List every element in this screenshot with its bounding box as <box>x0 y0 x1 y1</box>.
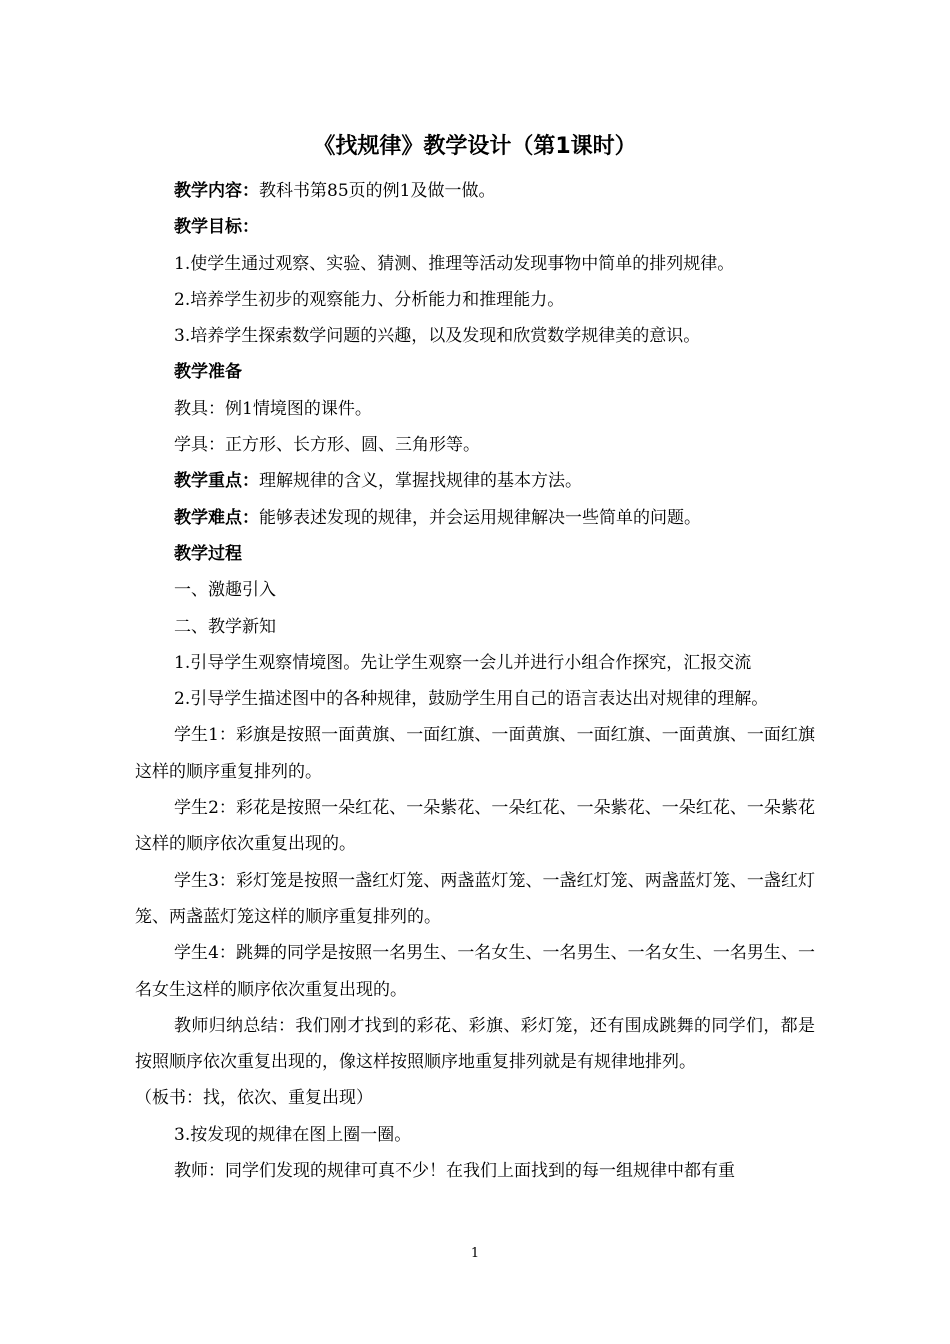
student-tools: 学具：正方形、长方形、圆、三角形等。 <box>174 435 480 456</box>
difficulty <box>135 500 815 536</box>
process-step-3: 3.按发现的规律在图上圈一圈。 <box>174 1124 412 1145</box>
student-1-paragraph: 学生1：彩旗是按照一面黄旗、一面红旗、一面黄旗、一面红旗、一面黄旗、一面红旗这样的顺序重复排列的。 <box>135 725 815 782</box>
student-3-paragraph: 学生3：彩灯笼是按照一盏红灯笼、两盏蓝灯笼、一盏红灯笼、两盏蓝灯笼、一盏红灯笼、两盏蓝灯笼这样的顺序重复排列的。 <box>135 870 815 927</box>
page-number: 1 <box>470 1246 480 1261</box>
student-4-paragraph: 学生4：跳舞的同学是按照一名男生、一名女生、一名男生、一名女生、一名男生、一名女生这样的顺序依次重复出现的。 <box>135 943 815 1000</box>
process-section-1: 一、激趣引入 <box>174 580 276 601</box>
difficulty-text: 能够表述发现的规律，并会运用规律解决一些简单的问题。 <box>259 507 701 528</box>
objective-item-2: 2.培养学生初步的观察能力、分析能力和推理能力。 <box>174 289 565 310</box>
key-point <box>135 463 815 499</box>
process-section-2: 二、教学新知 <box>174 616 276 637</box>
objectives-heading: 教学目标： <box>174 217 259 238</box>
key-point-text: 理解规律的含义，掌握找规律的基本方法。 <box>259 471 582 492</box>
teaching-content <box>135 173 815 209</box>
teaching-content-label: 教学内容： <box>174 181 259 201</box>
teacher-tools: 教具：例1情境图的课件。 <box>174 398 372 419</box>
teaching-content-text: 教科书第85页的例1及做一做。 <box>259 181 496 201</box>
process-heading: 教学过程 <box>174 543 242 564</box>
key-point-label: 教学重点： <box>174 471 259 492</box>
process-step-1: 1.引导学生观察情境图。先让学生观察一会儿并进行小组合作探究，汇报交流 <box>174 652 752 673</box>
document-title: 《找规律》教学设计（第1课时） <box>313 134 637 159</box>
student-2-paragraph: 学生2：彩花是按照一朵红花、一朵紫花、一朵红花、一朵紫花、一朵红花、一朵紫花这样的顺序依次重复出现的。 <box>135 798 815 855</box>
process-step-2: 2.引导学生描述图中的各种规律，鼓励学生用自己的语言表达出对规律的理解。 <box>174 689 769 710</box>
objective-item-1: 1.使学生通过观察、实验、猜测、推理等活动发现事物中简单的排列规律。 <box>174 253 735 274</box>
teacher-paragraph: 教师：同学们发现的规律可真不少！在我们上面找到的每一组规律中都有重 <box>174 1161 735 1182</box>
objective-item-3: 3.培养学生探索数学问题的兴趣，以及发现和欣赏数学规律美的意识。 <box>174 326 701 347</box>
preparation-heading: 教学准备 <box>174 362 242 383</box>
difficulty-label: 教学难点： <box>174 507 259 528</box>
document-body <box>135 173 815 1189</box>
board-writing: （板书：找，依次、重复出现） <box>135 1088 373 1109</box>
teacher-summary: 教师归纳总结：我们刚才找到的彩花、彩旗、彩灯笼，还有围成跳舞的同学们，都是按照顺序依次重复出现的，像这样按照顺序地重复排列就是有规律地排列。 <box>135 1015 815 1073</box>
